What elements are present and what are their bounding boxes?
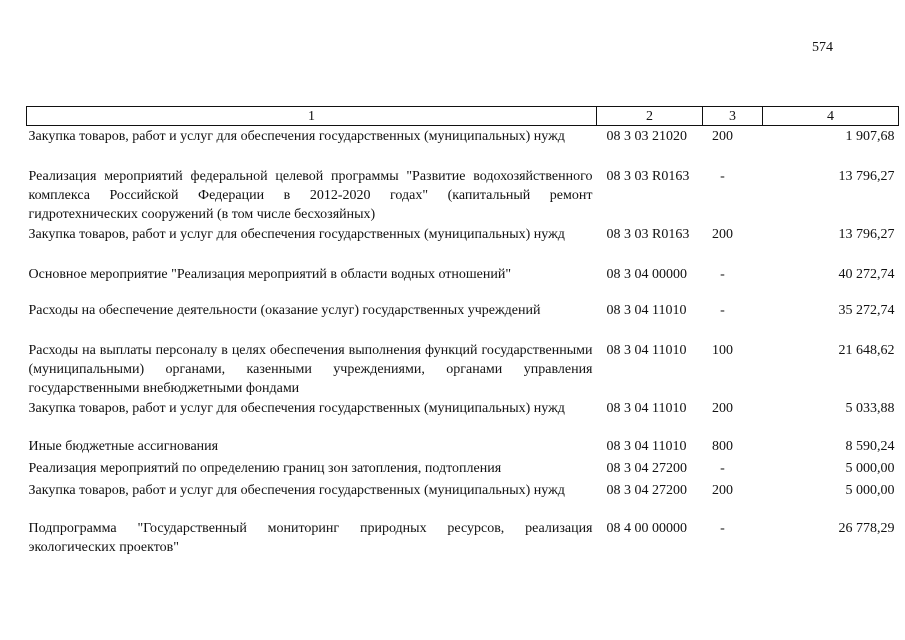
row-type: - bbox=[720, 303, 725, 318]
row-code: 08 3 04 11010 bbox=[606, 401, 687, 416]
budget-table bbox=[26, 106, 899, 559]
table-row bbox=[27, 399, 899, 437]
header-col-1: 1 bbox=[27, 107, 597, 126]
table-body bbox=[27, 126, 899, 560]
row-amount: 5 000,00 bbox=[845, 461, 895, 476]
table-row bbox=[27, 519, 899, 559]
table-row bbox=[27, 265, 899, 301]
table-header bbox=[27, 107, 899, 126]
row-amount: 8 590,24 bbox=[845, 439, 895, 454]
row-type: 200 bbox=[712, 401, 733, 416]
row-type: - bbox=[720, 521, 725, 536]
header-col-3: 3 bbox=[703, 107, 763, 126]
row-code: 08 3 04 27200 bbox=[606, 461, 687, 476]
row-name: Расходы на обеспечение деятельности (оказание услуг) государственных учреждений bbox=[28, 303, 541, 318]
table-row bbox=[27, 225, 899, 265]
row-name: Подпрограмма "Государственный мониторинг природных ресурсов, реализация экологических проектов" bbox=[28, 521, 593, 555]
row-code: 08 3 04 00000 bbox=[606, 267, 687, 282]
page-number: 574 bbox=[812, 40, 833, 55]
row-name: Основное мероприятие "Реализация мероприятий в области водных отношений" bbox=[28, 267, 512, 282]
row-code: 08 3 04 11010 bbox=[606, 303, 687, 318]
row-name: Реализация мероприятий федеральной целевой программы "Развитие водохозяйственного комплекса Российской Федерации в 2012-2020 годах" (капитальный ремонт гидротехнических сооружений (в том числе бесхозяйных) bbox=[28, 169, 593, 222]
row-name: Закупка товаров, работ и услуг для обеспечения государственных (муниципальных) нужд bbox=[28, 129, 565, 144]
row-name: Закупка товаров, работ и услуг для обеспечения государственных (муниципальных) нужд bbox=[28, 227, 565, 242]
row-name: Закупка товаров, работ и услуг для обеспечения государственных (муниципальных) нужд bbox=[28, 483, 565, 498]
row-code: 08 3 03 R0163 bbox=[606, 227, 690, 242]
row-code: 08 3 03 R0163 bbox=[606, 169, 690, 184]
table-row bbox=[27, 301, 899, 341]
row-amount: 13 796,27 bbox=[838, 227, 895, 242]
table-row bbox=[27, 459, 899, 481]
row-amount: 40 272,74 bbox=[838, 267, 895, 282]
table-row bbox=[27, 167, 899, 225]
row-name: Иные бюджетные ассигнования bbox=[28, 439, 219, 454]
row-type: 200 bbox=[712, 227, 733, 242]
table-row bbox=[27, 437, 899, 459]
row-amount: 26 778,29 bbox=[838, 521, 895, 536]
row-type: 100 bbox=[712, 343, 733, 358]
row-type: - bbox=[720, 169, 725, 184]
row-amount: 5 000,00 bbox=[845, 483, 895, 498]
row-type: 200 bbox=[712, 483, 733, 498]
row-type: - bbox=[720, 267, 725, 282]
row-code: 08 3 04 11010 bbox=[606, 343, 687, 358]
row-name: Закупка товаров, работ и услуг для обеспечения государственных (муниципальных) нужд bbox=[28, 401, 565, 416]
table-row bbox=[27, 341, 899, 399]
row-code: 08 3 04 27200 bbox=[606, 483, 687, 498]
row-amount: 5 033,88 bbox=[845, 401, 895, 416]
row-type: 800 bbox=[712, 439, 733, 454]
row-name: Расходы на выплаты персоналу в целях обеспечения выполнения функций государственными (муниципальными) органами, казенными учреждениями, органами управления государственными внебюджетными фондами bbox=[28, 343, 593, 396]
row-type: - bbox=[720, 461, 725, 476]
header-col-2: 2 bbox=[597, 107, 703, 126]
header-col-4: 4 bbox=[763, 107, 899, 126]
row-amount: 21 648,62 bbox=[838, 343, 895, 358]
row-code: 08 3 04 11010 bbox=[606, 439, 687, 454]
row-name: Реализация мероприятий по определению границ зон затопления, подтопления bbox=[28, 461, 502, 476]
row-amount: 1 907,68 bbox=[845, 129, 895, 144]
row-type: 200 bbox=[712, 129, 733, 144]
row-amount: 13 796,27 bbox=[838, 169, 895, 184]
row-amount: 35 272,74 bbox=[838, 303, 895, 318]
table-row bbox=[27, 126, 899, 168]
row-code: 08 3 03 21020 bbox=[606, 129, 687, 144]
table-row bbox=[27, 481, 899, 519]
row-code: 08 4 00 00000 bbox=[606, 521, 687, 536]
